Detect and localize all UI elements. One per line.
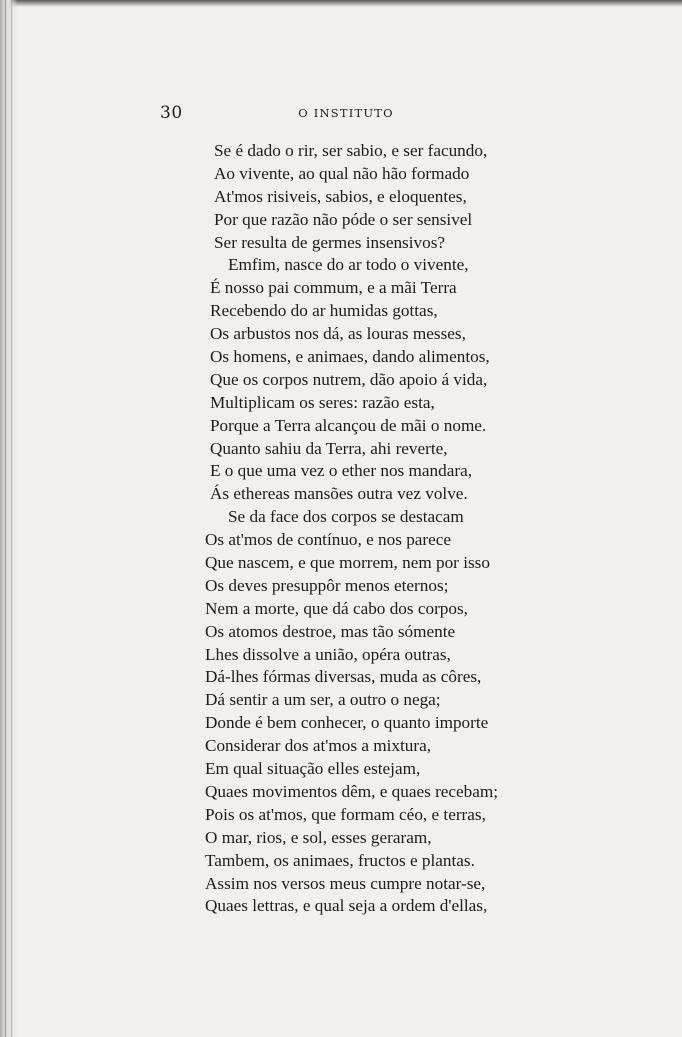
book-page-edge (0, 0, 18, 1037)
poem-line: Multiplicam os seres: razão esta, (210, 392, 435, 412)
poem-line: Recebendo do ar humidas gottas, (210, 301, 438, 321)
running-title: O INSTITUTO (298, 106, 394, 120)
poem-line: Quaes lettras, e qual seja a ordem d'ellas, (205, 896, 488, 916)
poem-line: Nem a morte, que dá cabo dos corpos, (205, 598, 468, 618)
poem-line: Dá sentir a um ser, a outro o nega; (205, 690, 441, 710)
poem-line: Assim nos versos meus cumpre notar-se, (205, 873, 486, 893)
poem-line: Os at'mos de contínuo, e nos parece (205, 530, 452, 550)
poem-line: Quanto sahiu da Terra, ahi reverte, (210, 438, 448, 458)
poem-line: E o que uma vez o ether nos mandara, (210, 461, 473, 481)
poem-line: Em qual situação elles estejam, (205, 759, 421, 779)
poem-line: Quaes movimentos dêm, e quaes recebam; (205, 781, 499, 801)
poem-line: Ás ethereas mansões outra vez volve. (210, 484, 468, 504)
poem-line: Os arbustos nos dá, as louras messes, (210, 324, 466, 344)
poem-line: O mar, rios, e sol, esses geraram, (205, 827, 432, 847)
poem-body (205, 140, 498, 918)
page-number: 30 (160, 103, 183, 123)
poem-line: Pois os at'mos, que formam céo, e terras, (205, 804, 486, 824)
poem-line: Ser resulta de germes insensivos? (214, 232, 446, 252)
poem-line: Os homens, e animaes, dando alimentos, (210, 347, 490, 367)
scan-top-edge (0, 0, 682, 7)
poem-line: Se é dado o rir, ser sabio, e ser facundo, (214, 141, 488, 160)
poem-line: Considerar dos at'mos a mixtura, (205, 736, 432, 756)
poem-line: Donde é bem conhecer, o quanto importe (205, 713, 489, 733)
poem-line: Lhes dissolve a união, opéra outras, (205, 644, 451, 664)
poem-line: Ao vivente, ao qual não hão formado (214, 163, 470, 183)
poem-line: Os atomos destroe, mas tão sómente (205, 621, 456, 641)
poem-line: Se da face dos corpos se destacam (228, 507, 464, 527)
poem-line: Porque a Terra alcançou de mãi o nome. (210, 415, 487, 435)
poem-line: Os deves presuppôr menos eternos; (205, 575, 449, 595)
poem-line: At'mos risiveis, sabios, e eloquentes, (214, 186, 467, 206)
poem-line: É nosso pai commum, e a mãi Terra (210, 278, 457, 298)
poem-line: Por que razão não póde o ser sensivel (214, 209, 473, 229)
poem-line: Emfim, nasce do ar todo o vivente, (228, 255, 469, 275)
poem-line: Que os corpos nutrem, dão apoio á vida, (210, 369, 488, 389)
poem-line: Tambem, os animaes, fructos e plantas. (205, 850, 475, 870)
poem-line: Dá-lhes fórmas diversas, muda as côres, (205, 667, 482, 687)
poem-line: Que nascem, e que morrem, nem por isso (205, 553, 490, 573)
